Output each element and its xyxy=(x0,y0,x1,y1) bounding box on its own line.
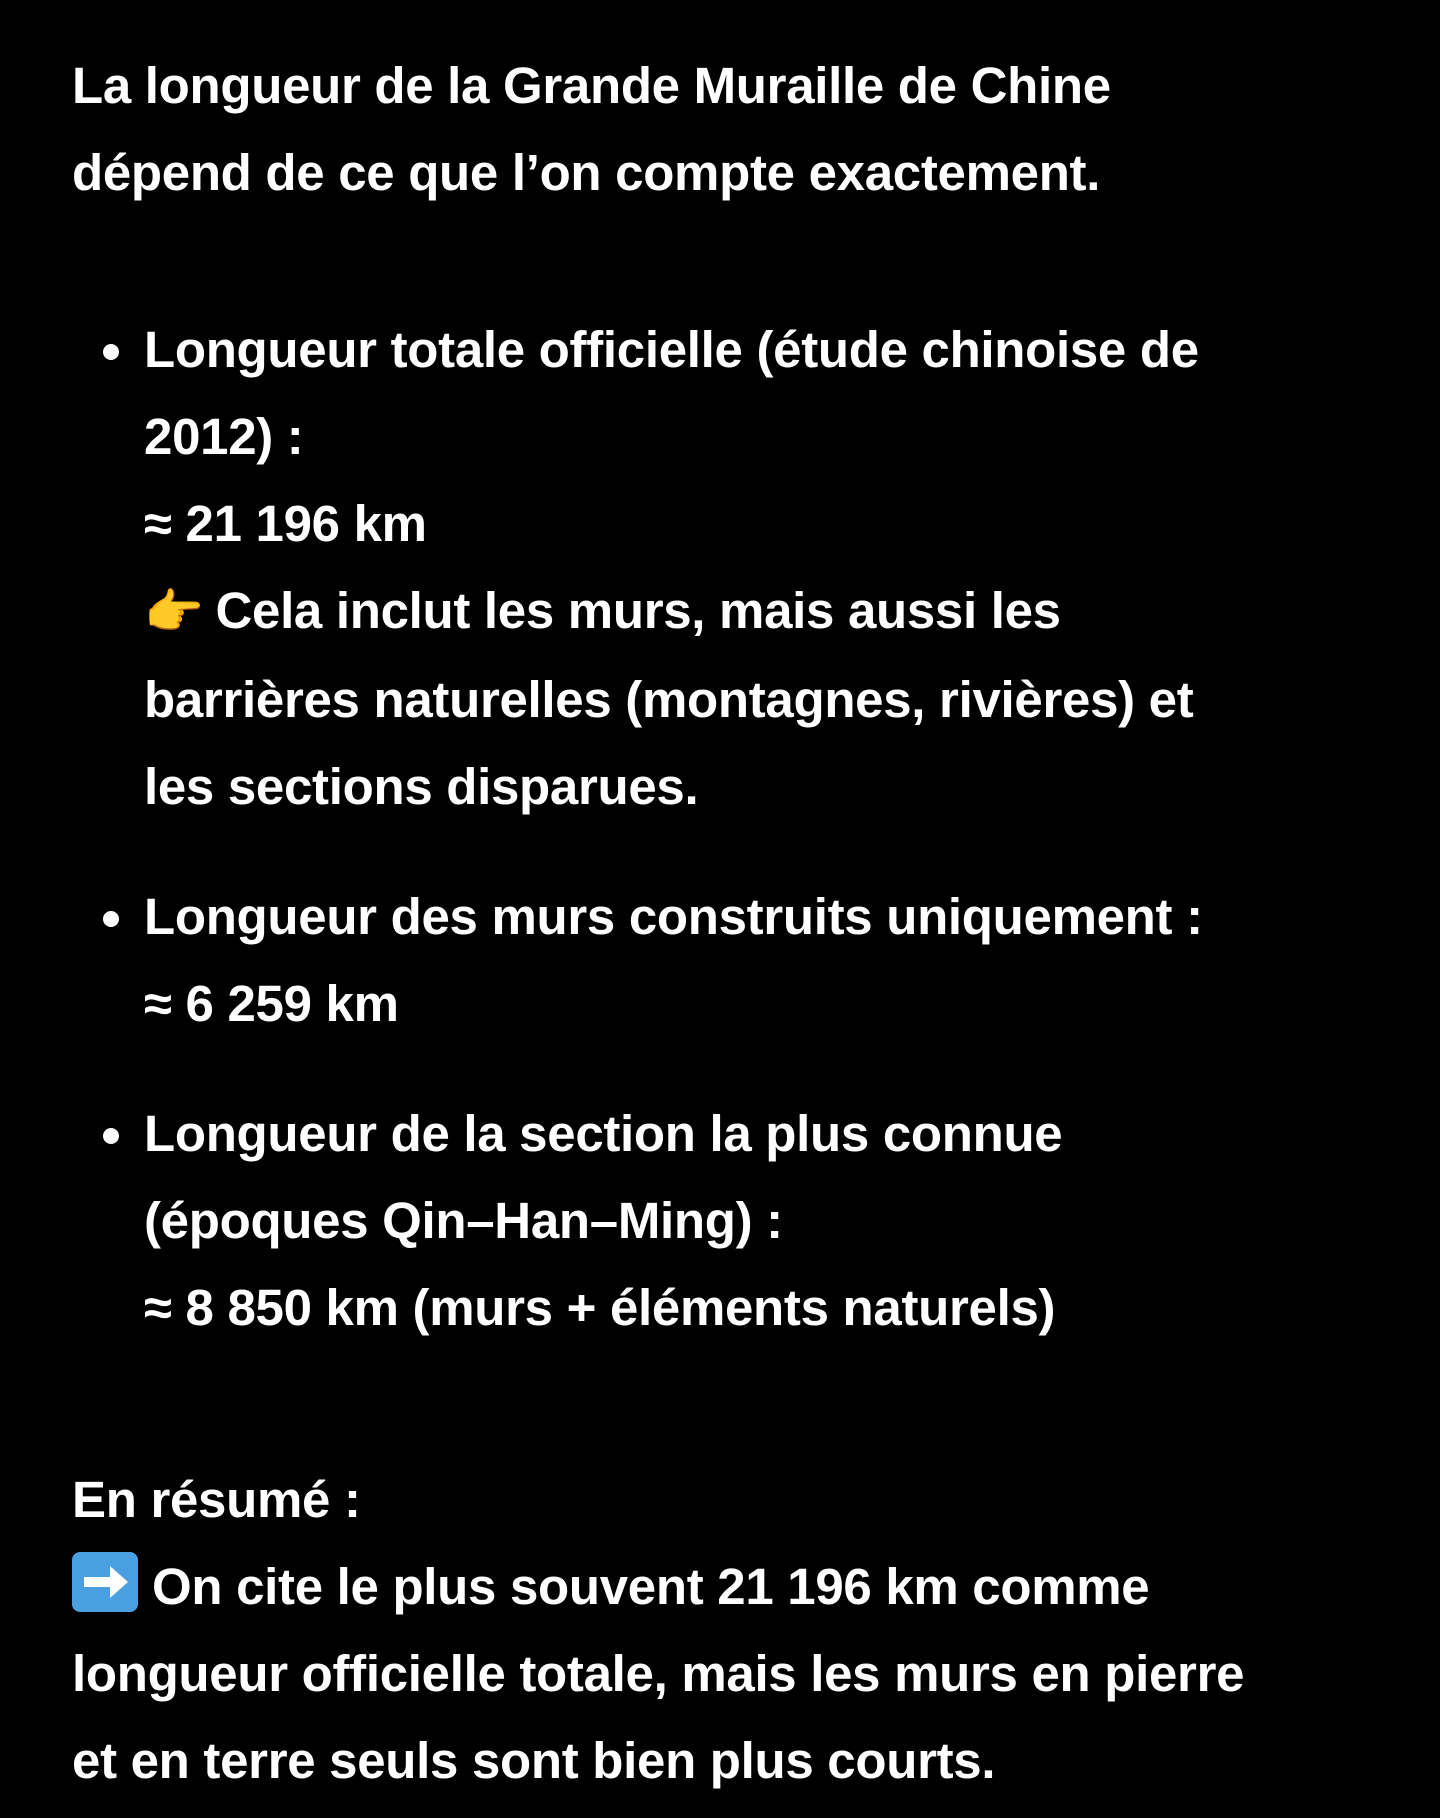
right-arrow-icon xyxy=(72,1552,138,1612)
bullet-value: ≈ 21 196 km xyxy=(144,495,427,552)
bullet-note-text: barrières naturelles (montagnes, rivières) et xyxy=(144,671,1194,728)
bullet-note-text: Cela inclut les murs, mais aussi les xyxy=(215,582,1061,639)
list-item-built-walls xyxy=(72,873,1372,1047)
bullet-title: (époques Qin–Han–Ming) : xyxy=(144,1192,783,1249)
summary-text: longueur officielle totale, mais les murs en pierre xyxy=(72,1645,1245,1702)
bullet-note-text: les sections disparues. xyxy=(144,758,699,815)
summary-heading: En résumé : xyxy=(72,1471,361,1528)
intro-line: La longueur de la Grande Muraille de Chine xyxy=(72,57,1111,114)
bullet-dot xyxy=(103,911,119,927)
summary-text: et en terre seuls sont bien plus courts. xyxy=(72,1732,996,1789)
list-item-total-length xyxy=(72,306,1372,830)
bullet-title: Longueur des murs construits uniquement : xyxy=(144,888,1203,945)
intro-paragraph xyxy=(72,42,1372,216)
bullet-title: 2012) : xyxy=(144,408,304,465)
bullet-note xyxy=(144,567,1372,656)
assistant-message xyxy=(72,42,1372,1804)
bullet-title: Longueur totale officielle (étude chinoise de xyxy=(144,321,1199,378)
backhand-index-pointing-right-icon: 👉 xyxy=(144,586,204,639)
summary-line xyxy=(72,1543,1372,1630)
bullet-dot xyxy=(103,1128,119,1144)
bullet-value: ≈ 6 259 km xyxy=(144,975,399,1032)
list-item-known-section xyxy=(72,1090,1372,1351)
bullet-value: ≈ 8 850 km (murs + éléments naturels) xyxy=(144,1279,1056,1336)
summary-paragraph xyxy=(72,1456,1372,1804)
intro-line: dépend de ce que l’on compte exactement. xyxy=(72,144,1101,201)
bullet-title: Longueur de la section la plus connue xyxy=(144,1105,1063,1162)
bullet-dot xyxy=(103,344,119,360)
summary-text: On cite le plus souvent 21 196 km comme xyxy=(152,1558,1150,1615)
bullet-list xyxy=(72,306,1372,1351)
